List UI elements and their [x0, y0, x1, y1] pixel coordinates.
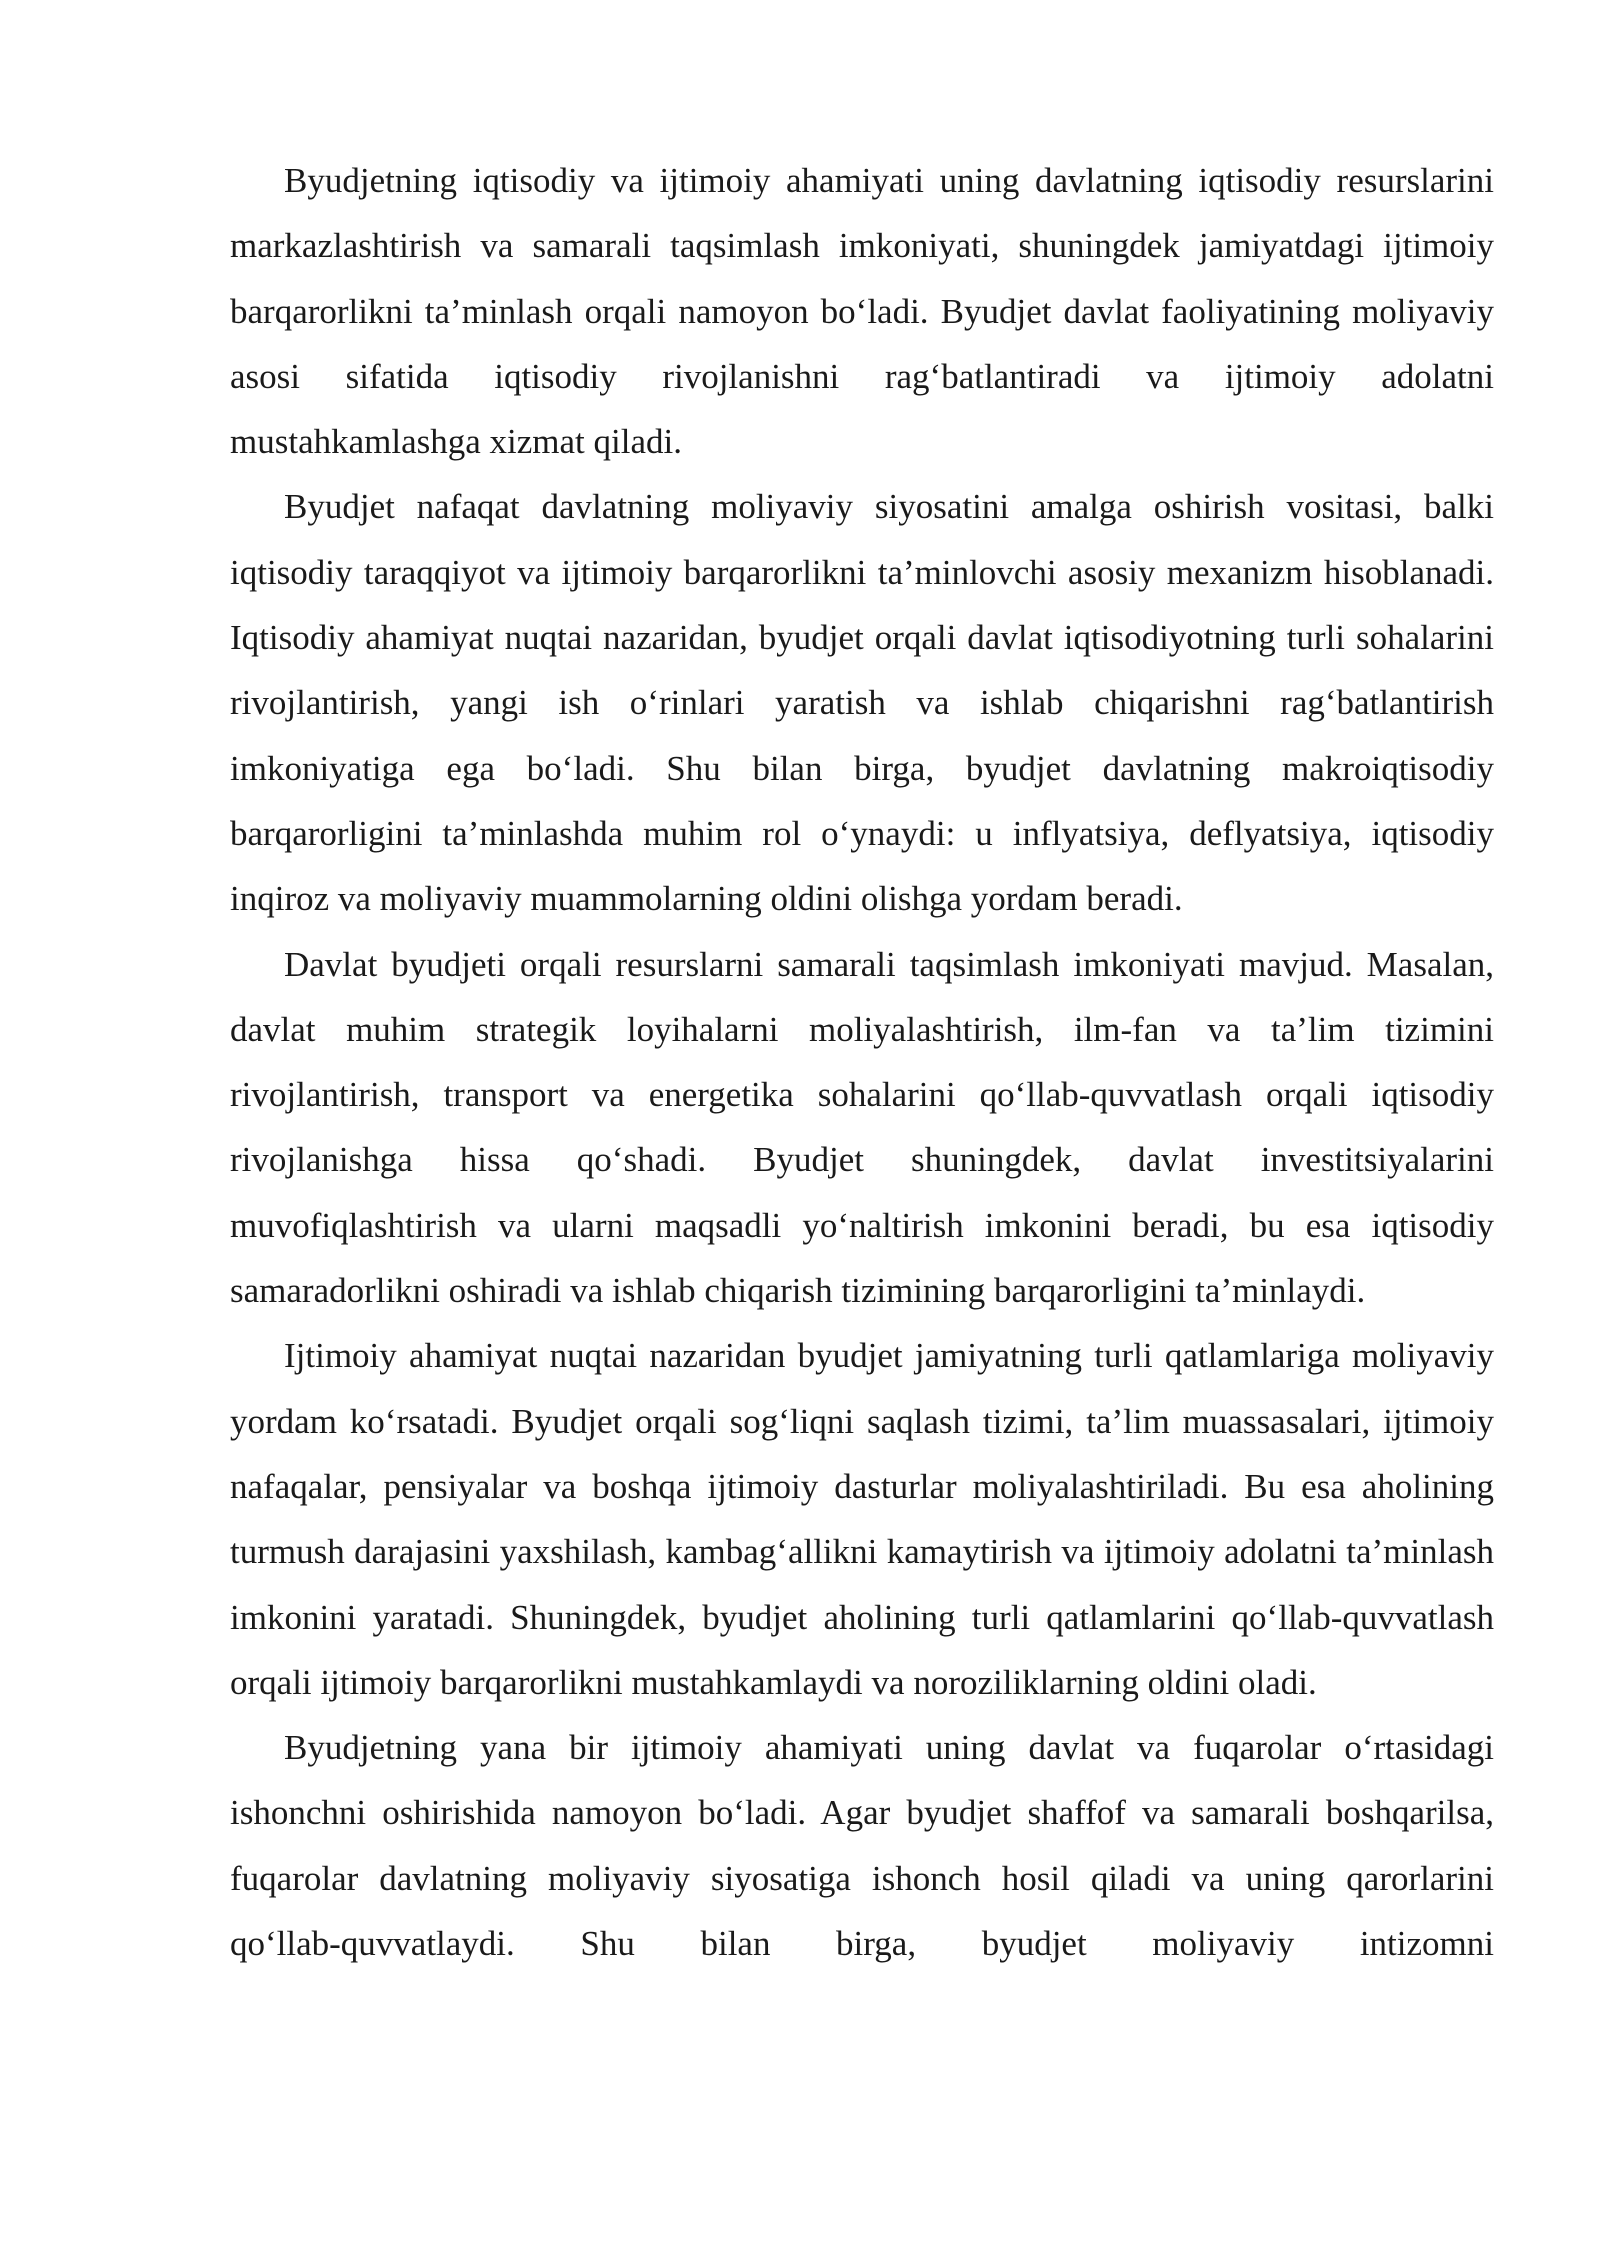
- paragraph: Davlat byudjeti orqali resurslarni samarali taqsimlash imkoniyati mavjud. Masalan, davlat muhim strategik loyihalarni moliyalashtirish, ilm-fan va ta’lim tizimini rivojlantirish, transport va energetika sohalarini qo‘llab-quvvatlash orqali iqtisodiy rivojlanishga hissa qo‘shadi. Byudjet shuningdek, davlat investitsiyalarini muvofiqlashtirish va ularni maqsadli yo‘naltirish imkonini beradi, bu esa iqtisodiy samaradorlikni oshiradi va ishlab chiqarish tizimining barqarorligini ta’minlaydi.: [230, 944, 1494, 1311]
- paragraph: Byudjetning yana bir ijtimoiy ahamiyati uning davlat va fuqarolar o‘rtasidagi ishonchni oshirishida namoyon bo‘ladi. Agar byudjet shaffof va samarali boshqarilsa, fuqarolar davlatning moliyaviy siyosatiga ishonch hosil qiladi va uning qarorlarini qo‘llab-quvvatlaydi. Shu bilan birga, byudjet moliyaviy intizomni: [230, 1728, 1494, 1964]
- document-page: [230, 148, 1494, 1976]
- paragraph: Byudjetning iqtisodiy va ijtimoiy ahamiyati uning davlatning iqtisodiy resurslarini markazlashtirish va samarali taqsimlash imkoniyati, shuningdek jamiyatdagi ijtimoiy barqarorlikni ta’minlash orqali namoyon bo‘ladi. Byudjet davlat faoliyatining moliyaviy asosi sifatida iqtisodiy rivojlanishni rag‘batlantiradi va ijtimoiy adolatni mustahkamlashga xizmat qiladi.: [230, 161, 1494, 462]
- paragraph: Ijtimoiy ahamiyat nuqtai nazaridan byudjet jamiyatning turli qatlamlariga moliyaviy yordam ko‘rsatadi. Byudjet orqali sog‘liqni saqlash tizimi, ta’lim muassasalari, ijtimoiy nafaqalar, pensiyalar va boshqa ijtimoiy dasturlar moliyalashtiriladi. Bu esa aholining turmush darajasini yaxshilash, kambag‘allikni kamaytirish va ijtimoiy adolatni ta’minlash imkonini yaratadi. Shuningdek, byudjet aholining turli qatlamlarini qo‘llab-quvvatlash orqali ijtimoiy barqarorlikni mustahkamlaydi va noroziliklarning oldini oladi.: [230, 1336, 1494, 1702]
- paragraph: Byudjet nafaqat davlatning moliyaviy siyosatini amalga oshirish vositasi, balki iqtisodiy taraqqiyot va ijtimoiy barqarorlikni ta’minlovchi asosiy mexanizm hisoblanadi. Iqtisodiy ahamiyat nuqtai nazaridan, byudjet orqali davlat iqtisodiyotning turli sohalarini rivojlantirish, yangi ish o‘rinlari yaratish va ishlab chiqarishni rag‘batlantirish imkoniyatiga ega bo‘ladi. Shu bilan birga, byudjet davlatning makroiqtisodiy barqarorligini ta’minlashda muhim rol o‘ynaydi: u inflyatsiya, deflyatsiya, iqtisodiy inqiroz va moliyaviy muammolarning oldini olishga yordam beradi.: [230, 487, 1494, 919]
